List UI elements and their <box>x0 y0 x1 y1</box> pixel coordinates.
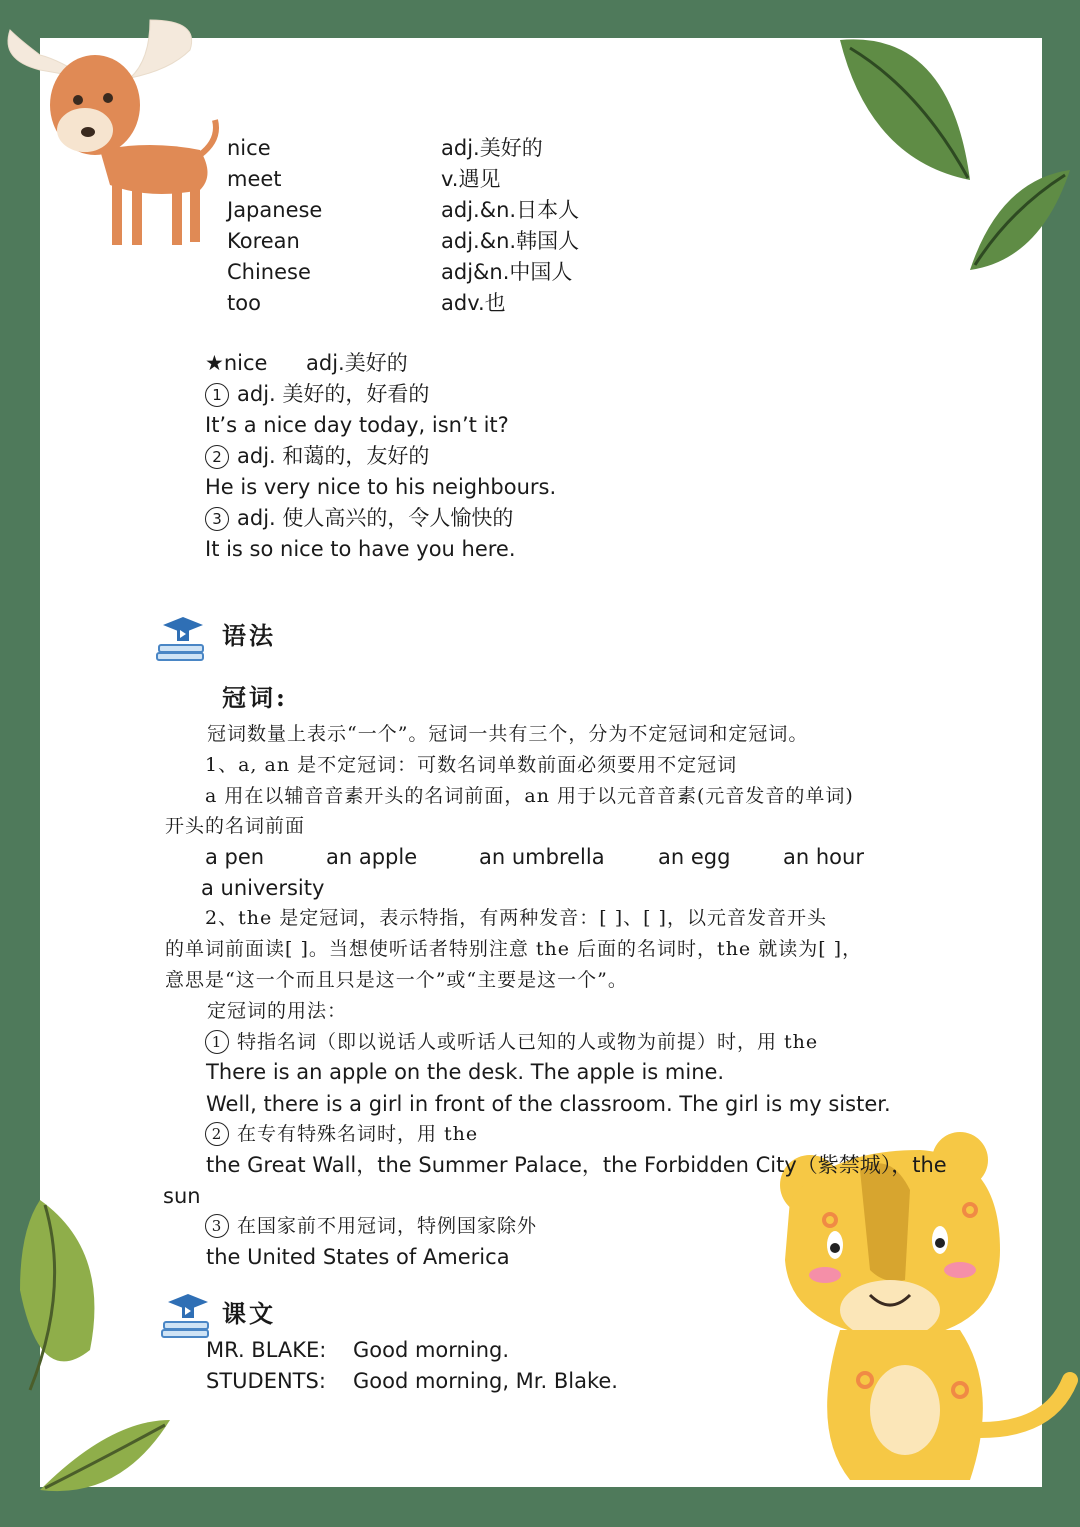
article-example: an hour <box>783 845 864 869</box>
sense-number: 3 <box>205 507 229 531</box>
usage-example: the Great Wall，the Summer Palace，the Forbidden City（紫禁城），the <box>206 1153 947 1177</box>
usage-rule: 1 特指名词（即以说话人或听话人已知的人或物为前提）时，用 the <box>205 1028 818 1056</box>
usage-title: 定冠词的用法： <box>207 1000 348 1022</box>
vocab-meaning: adj&n.中国人 <box>441 260 573 284</box>
rule-number: 3 <box>205 1214 229 1238</box>
rule-number: 1 <box>205 1030 229 1054</box>
article-example: a university <box>201 876 325 900</box>
article-example: an umbrella <box>479 845 605 869</box>
sense-example: He is very nice to his neighbours. <box>205 475 557 499</box>
grammar-subtitle: 冠词: <box>222 683 288 712</box>
sense-number: 2 <box>205 445 229 469</box>
usage-example: There is an apple on the desk. The apple is mine. <box>206 1060 725 1084</box>
leaf-decoration-bottom <box>0 1190 180 1500</box>
vocab-meaning: v.遇见 <box>441 167 501 191</box>
note-head-meaning: adj.美好的 <box>306 351 408 375</box>
vocab-meaning: adj.&n.韩国人 <box>441 229 580 253</box>
note-head-word: ★nice <box>205 351 268 375</box>
usage-rule: 2 在专有特殊名词时，用 the <box>205 1120 478 1148</box>
vocab-word: Korean <box>227 229 300 253</box>
usage-example: the United States of America <box>206 1245 510 1269</box>
sense-definition: 3 adj. 使人高兴的，令人愉快的 <box>205 504 513 532</box>
usage-example: Well, there is a girl in front of the classroom. The girl is my sister. <box>206 1092 891 1116</box>
vocab-word: nice <box>227 136 271 160</box>
usage-rule: 3 在国家前不用冠词，特例国家除外 <box>205 1212 537 1240</box>
text-title: 课文 <box>222 1299 276 1328</box>
vocab-meaning: adv.也 <box>441 291 506 315</box>
grammar-paragraph: 的单词前面读[ ]。当想使听话者特别注意 the 后面的名词时，the 就读为[ ]， <box>165 938 863 960</box>
vocab-word: meet <box>227 167 282 191</box>
dialogue-speaker: MR. BLAKE: <box>206 1338 327 1362</box>
grammar-paragraph: 2、the 是定冠词，表示特指，有两种发音：[ ]、[ ]，以元音发音开头 <box>205 907 827 929</box>
vocab-word: Chinese <box>227 260 311 284</box>
grammar-paragraph: 意思是“这一个而且只是这一个”或“主要是这一个”。 <box>165 969 628 991</box>
leaf-decoration-top <box>830 30 1080 280</box>
grammar-paragraph: a 用在以辅音音素开头的名词前面，an 用于以元音音素(元音发音的单词) <box>205 785 854 807</box>
usage-example: sun <box>163 1184 201 1208</box>
dialogue-line: Good morning. <box>353 1338 510 1362</box>
grammar-title: 语法 <box>222 621 276 650</box>
deer-illustration <box>0 0 230 260</box>
sense-number: 1 <box>205 383 229 407</box>
grammar-paragraph: 1、a, an 是不定冠词：可数名词单数前面必须要用不定冠词 <box>205 754 738 776</box>
grammar-paragraph: 开头的名词前面 <box>165 815 306 837</box>
article-example: a pen <box>205 845 265 869</box>
vocab-word: too <box>227 291 261 315</box>
sense-definition: 2 adj. 和蔼的，友好的 <box>205 442 429 470</box>
vocab-meaning: adj.美好的 <box>441 136 543 160</box>
article-example: an egg <box>658 845 731 869</box>
sense-definition: 1 adj. 美好的，好看的 <box>205 380 429 408</box>
vocab-word: Japanese <box>227 198 323 222</box>
book-icon <box>155 615 207 663</box>
dialogue-speaker: STUDENTS: <box>206 1369 326 1393</box>
dialogue-line: Good morning, Mr. Blake. <box>353 1369 618 1393</box>
sense-example: It’s a nice day today, isn’t it? <box>205 413 509 437</box>
sense-example: It is so nice to have you here. <box>205 537 516 561</box>
vocab-meaning: adj.&n.日本人 <box>441 198 580 222</box>
rule-number: 2 <box>205 1122 229 1146</box>
article-example: an apple <box>326 845 418 869</box>
grammar-intro: 冠词数量上表示“一个”。冠词一共有三个，分为不定冠词和定冠词。 <box>207 723 809 745</box>
book-icon <box>160 1292 212 1340</box>
leopard-illustration <box>770 1130 1080 1490</box>
